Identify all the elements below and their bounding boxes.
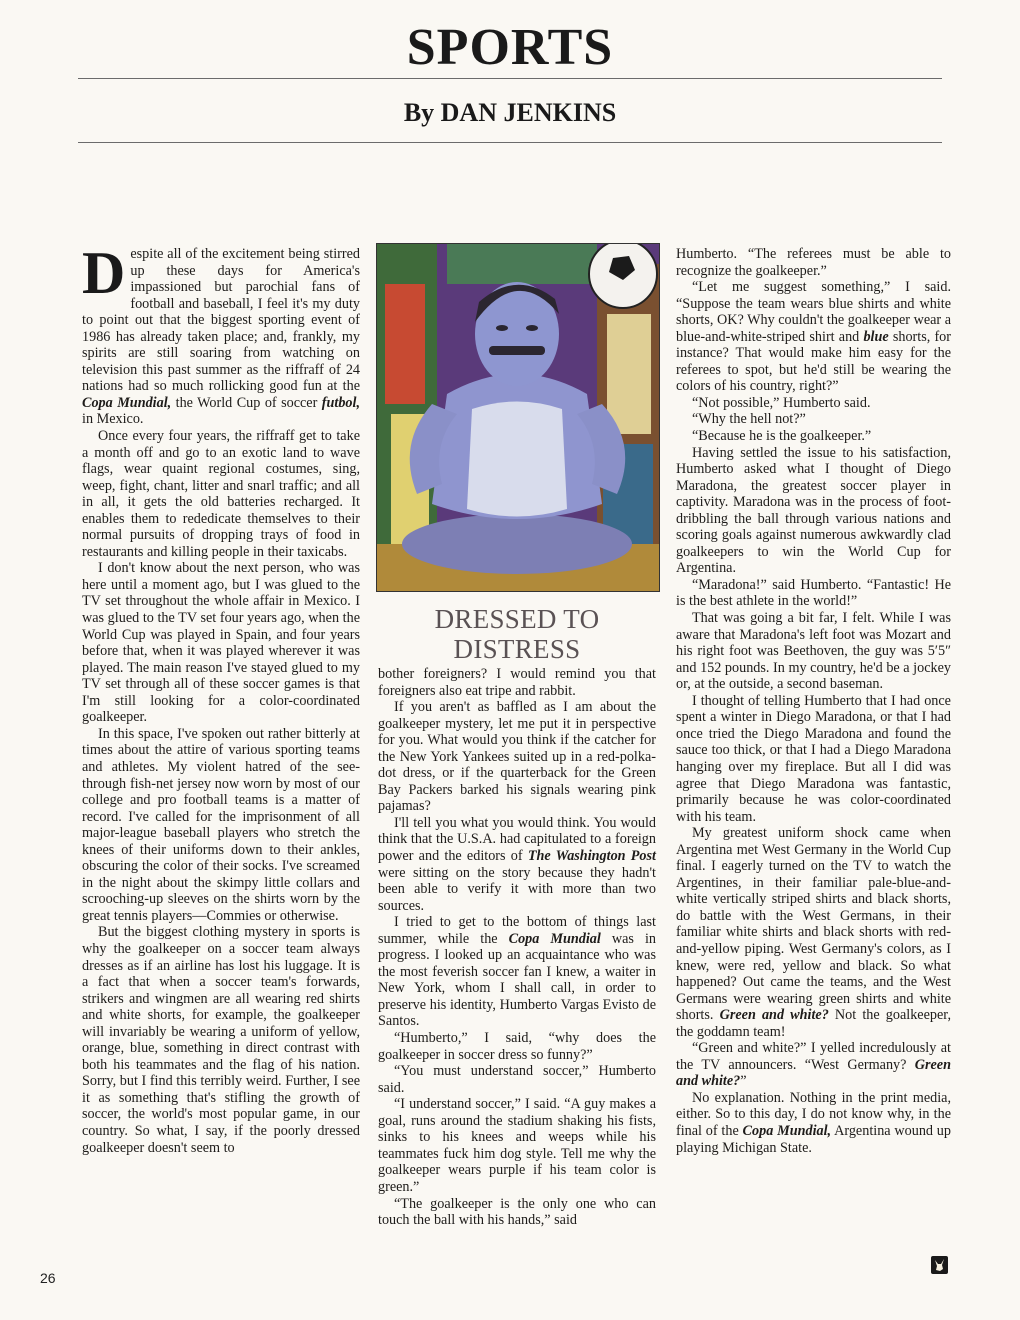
text: Argentina wound up playing Michigan State. [676,1122,951,1156]
emphasis: Copa Mundial, [82,394,172,411]
text: “Let me suggest something,” I said. “Suppose the team wears blue shirts and white shorts, OK? Why couldn't the goalkeeper wear a blue-and-white-striped shirt and [676,279,951,345]
article-column-1 [82,240,360,1156]
paragraph: In this space, I've spoken out rather bitterly at times about the attire of various sporting teams and athletes. My violent hatred of the see-through fish-net jersey now worn by most of our college and pro football teams is a matter of record. I've called for the imprisonment of all major-league baseball players who stretch the knees of their uniforms down to their ankles, obscuring the color of their socks. I've screamed in the night about the skimpy little collars and scrooching-up sleeves on the shirts worn by the great tennis players—Commies or otherwise. [82,725,360,924]
paragraph: “Why the hell not?” [692,411,806,428]
paragraph [82,240,360,428]
paragraph: Having settled the issue to his satisfaction, Humberto asked what I thought of Diego Maradona, the greatest soccer player in captivity. Maradona was in the process of foot-dribbling the ball through various nations and scoring goals against numerous awkwardly clad goalkeepers to win the World Cup for Argentina. [676,444,951,577]
paragraph: “Not possible,” Humberto said. [692,394,871,411]
text: Not the goalkeeper, the goddamn team! [676,1007,951,1040]
emphasis: Green and white? [719,1007,829,1024]
section-title: SPORTS [406,19,614,76]
text: “Green and white?” I yelled incredulously at the TV announcers. “West Germany? [676,1040,951,1073]
paragraph: I don't know about the next person, who was here until a moment ago, but I was glued to the TV set throughout the whole affair in Mexico. I was glued to the TV set four years ago, when the World Cup was played in Spain, and four years before that, when it was played wherever it was played. The main reason I've stayed glued to my TV set through all of these soccer games is that I'm still looking for a color-coordinated goalkeeper. [82,560,360,726]
byline-rule [78,142,942,143]
text: in Mexico. [82,411,144,428]
text: was in progress. I looked up an acquaintance who was the most feverish soccer fan I knew, a waiter in New York, whom I shall call, in order to preserve his identity, Humberto Vargas Evisto de Santos. [378,930,656,1030]
emphasis: Copa Mundial, [742,1122,832,1139]
paragraph: “Humberto,” I said, “why does the goalkeeper in soccer dress so funny?” [378,1030,656,1063]
paragraph: “The goalkeeper is the only one who can touch the ball with his hands,” said [378,1195,656,1229]
paragraph: I thought of telling Humberto that I had once spent a winter in Diego Maradona, or that I had once tried the Diego Maradona and found the sauce too thick, or that I had a Diego Maradona hanging over my fireplace. But all I did was agree that Diego Maradona was fantastic, primarily because he was color-coordinated with his team. [676,692,951,825]
paragraph: But the biggest clothing mystery in sports is why the goalkeeper on a soccer team always dresses as if an airline has lost his luggage. It is a fact that when a soccer team's forwards, strikers and wingmen are all wearing red shirts and white shorts, for example, the goalkeeper will invariably be wearing a uniform of yellow, orange, blue, something in direct contrast with both his teammates and the flag of his nation. Sorry, but I find this terribly weird. Further, I see it as something that's stifling the growth of soccer, the world's most popular game, in our country. So what, I say, if the poorly dressed goalkeeper doesn't seem to [82,924,360,1156]
paragraph [676,825,951,1040]
emphasis: Green and white? [676,1056,951,1090]
paragraph [676,1090,951,1156]
paragraph [676,279,951,395]
article-headline [378,604,656,664]
emphasis: blue [863,328,889,345]
paragraph: Once every four years, the riffraff get to take a month off and go to an exotic land to wave flags, wear quaint regional costumes, sing, weep, fight, chant, litter and snarl traffic; and all in all, it gets the old batteries recharged. It enables them to rededicate themselves to their normal pursuits of dropping trays of food in restaurants and killing people in their taxicabs. [82,428,360,560]
paragraph [676,1040,951,1090]
text: I tried to get to the bottom of things last summer, while the [378,914,656,947]
rabbit-head-end-mark-icon [931,1256,948,1274]
headline-line: DISTRESS [453,634,581,664]
text: No explanation. Nothing in the print media, either. So to this day, I do not know why, in the final of the [676,1089,951,1139]
headline-line: DRESSED TO [434,604,600,634]
text: My greatest uniform shock came when Argentina met West Germany in the World Cup final. I eagerly turned on the TV to watch the Argentines, in their familiar pale-blue-and-white vertically striped shirts and black shorts, do battle with the West Germans, in their familiar white shirts and black shorts with red-and-yellow piping. West Germany's colors, as I knew, were red, yellow and black. So what happened? Out came the teams, and the West Germans were wearing green shirts and white shorts. [676,825,951,1024]
paragraph: bother foreigners? I would remind you that foreigners also eat tripe and rabbit. [378,666,656,699]
article-column-2 [378,666,656,1229]
page-number: 26 [40,1270,56,1286]
text: shorts, for instance? That would make him easy for the referees to spot, but he'd still be wearing the colors of his country, right?” [676,328,951,395]
paragraph [378,815,656,914]
byline: By DAN JENKINS [403,98,617,127]
paragraph: If you aren't as baffled as I am about the goalkeeper mystery, let me put it in perspective for you. What would you think if the catcher for the New York Yankees suited up in a red-polka-dot dress, or if the quarterback for the Green Bay Packers barked his signals wearing pink pajamas? [378,699,656,815]
emphasis: futbol, [321,394,360,411]
drop-cap: D [82,240,126,306]
text: were sitting on the story because they hadn't been able to verify it with more than two sources. [378,864,656,914]
paragraph [378,914,656,1030]
emphasis: The Washington Post [527,848,656,865]
text: I'll tell you what you would think. You would think that the U.S.A. had capitulated to a foreign power and the editors of [378,814,656,865]
paragraph: “Because he is the goalkeeper.” [692,428,872,445]
goalkeeper-illustration [376,243,660,592]
paragraph: “You must understand soccer,” Humberto said. [378,1063,656,1096]
paragraph: Humberto. “The referees must be able to recognize the goalkeeper.” [676,246,951,279]
paragraph: That was going a bit far, I felt. While I was aware that Maradona's left foot was Mozart and his right foot was Beethoven, the guy was 5′5″ and 152 pounds. In my country, he'd be a jockey or, at the outside, a second baseman. [676,610,951,693]
paragraph: “Maradona!” said Humberto. “Fantastic! He is the best athlete in the world!” [676,576,951,610]
text: the World Cup of soccer [171,394,322,411]
paragraph: “I understand soccer,” I said. “A guy makes a goal, runs around the stadium shaking his fists, sinks to his knees and weeps while his teammates fuck him dog style. Tell me why the goalkeeper wears purple if his team color is green.” [378,1096,656,1195]
text: espite all of the excitement being stirred up these days for America's impassioned but parochial fans of football and baseball, I feel it's my duty to point out that the biggest sporting event of 1986 has already taken place; and, frankly, my spirits are still soaring from watching on television this past summer as the riffraff of 24 nations had so much rollicking good fun at the [82,246,360,395]
article-column-3 [676,246,951,1156]
emphasis: Copa Mundial [508,930,601,947]
top-rule [78,78,942,79]
text: ” [740,1073,747,1090]
